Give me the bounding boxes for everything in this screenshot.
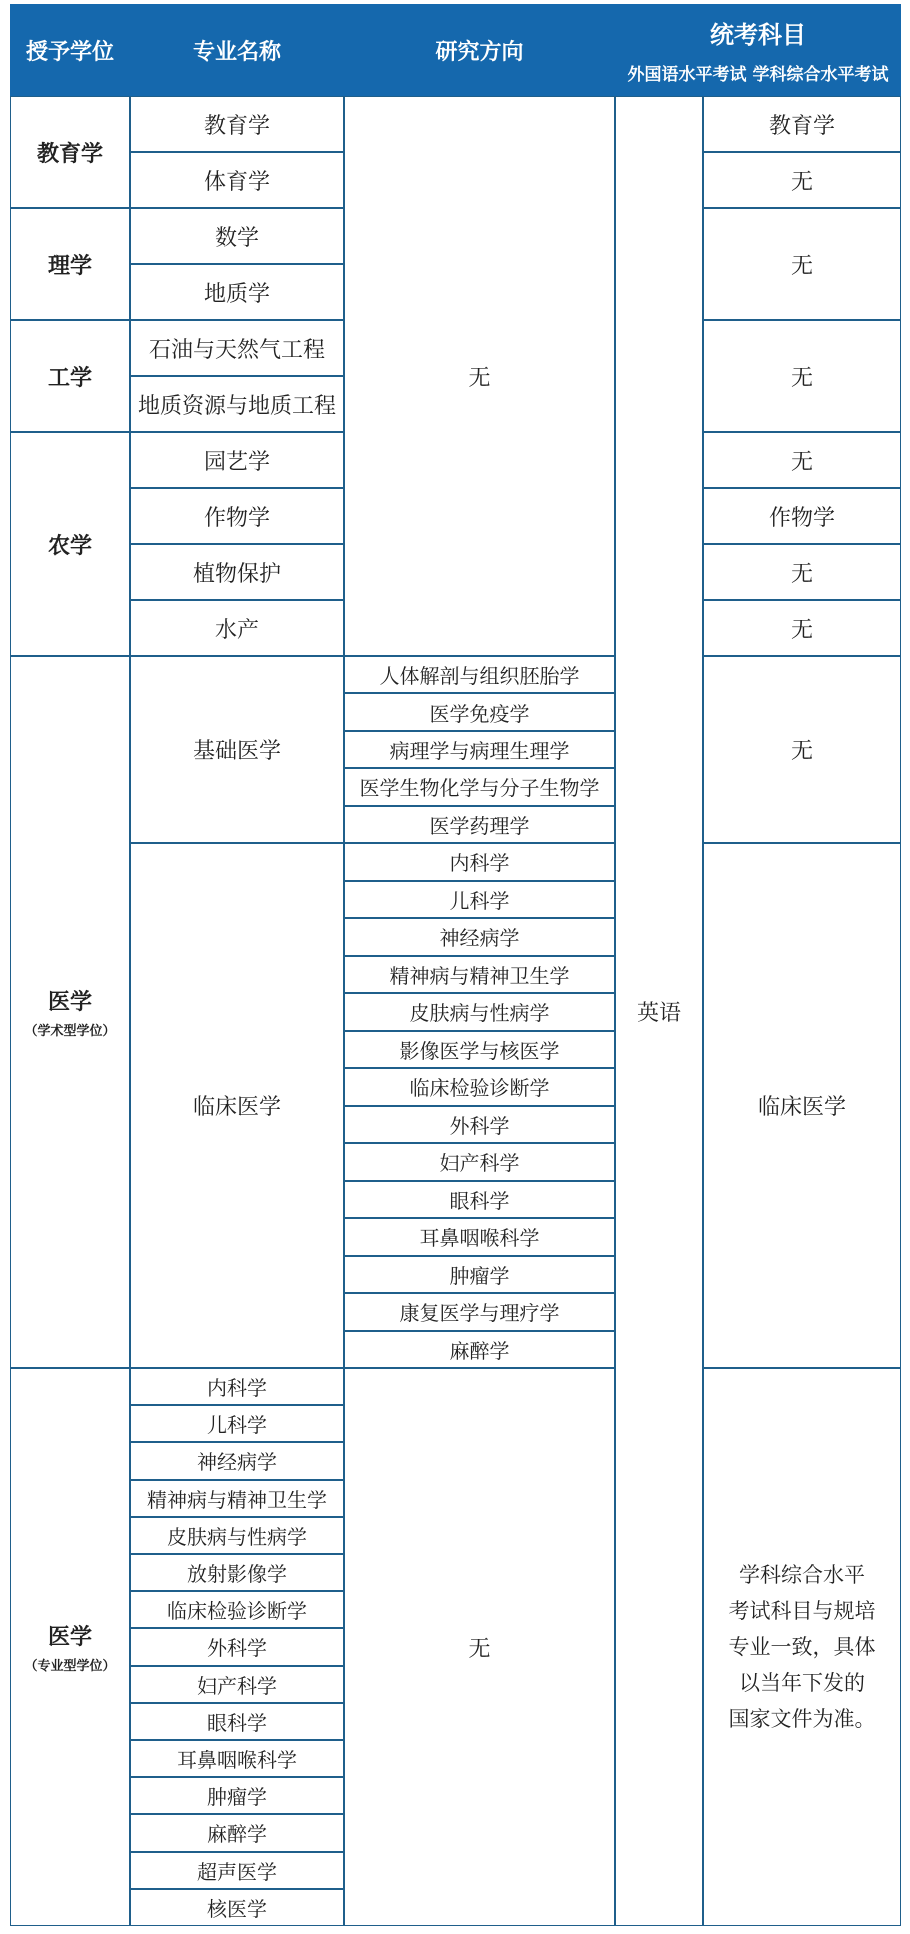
degree-cell-engineering: [10, 320, 130, 432]
degree-name: 工学: [47, 365, 92, 391]
direction-name: 外科学: [449, 1113, 510, 1138]
degree-cell-education: [10, 96, 130, 208]
subject-exam-cell: [703, 208, 901, 320]
direction-cell: [344, 1031, 615, 1069]
major-name: 精神病与精神卫生学: [147, 1487, 327, 1512]
subject-exam-cell: [703, 600, 901, 656]
direction-cell: [344, 1106, 615, 1144]
direction-name: 妇产科学: [439, 1151, 520, 1176]
degree-subtitle: （学术型学位）: [24, 1024, 116, 1039]
major-name: 地质资源与地质工程: [137, 393, 336, 419]
direction-cell: [344, 1331, 615, 1369]
degree-cell-medicine-academic: [10, 656, 130, 1368]
direction-name: 耳鼻咽喉科学: [419, 1226, 540, 1251]
major-name: 眼科学: [207, 1710, 267, 1735]
direction-cell: [344, 806, 615, 843]
direction-cell: [344, 1181, 615, 1219]
direction-name: 神经病学: [439, 926, 520, 951]
direction-name: 医学免疫学: [429, 701, 530, 726]
direction-cell: [344, 731, 615, 768]
major-name: 园艺学: [203, 449, 270, 475]
major-cell: [130, 1852, 344, 1889]
major-cell: [130, 264, 344, 320]
direction-name: 康复医学与理疗学: [399, 1301, 560, 1326]
subject-exam-cell: [703, 656, 901, 843]
subject-exam-value: 作物学: [768, 505, 835, 531]
subject-exam-cell: [703, 152, 901, 208]
major-name: 耳鼻咽喉科学: [177, 1748, 297, 1773]
major-name: 妇产科学: [197, 1673, 277, 1698]
degree-name: 理学: [47, 253, 92, 279]
major-cell: [130, 432, 344, 488]
header-exam-label: 统考科目: [710, 21, 806, 49]
direction-cell: [344, 656, 615, 693]
subject-exam-note-cell: [703, 1368, 901, 1926]
subject-exam-value: 临床医学: [757, 1095, 846, 1120]
direction-cell: [344, 1293, 615, 1331]
direction-cell: [344, 1143, 615, 1181]
major-name: 儿科学: [207, 1413, 267, 1438]
degree-name: 医学: [47, 990, 92, 1015]
major-cell: [130, 152, 344, 208]
subject-exam-value: 无: [790, 449, 813, 475]
direction-cell: [344, 843, 615, 881]
direction-cell-none-bottom: [344, 1368, 615, 1926]
subject-exam-value: 无: [790, 739, 813, 764]
header-degree-label: 授予学位: [25, 39, 114, 65]
direction-name: 人体解剖与组织胚胎学: [379, 664, 580, 689]
major-name: 麻醉学: [207, 1822, 267, 1847]
subject-exam-cell: [703, 843, 901, 1368]
header-major: [130, 4, 344, 96]
major-cell: [130, 1889, 344, 1926]
major-name: 体育学: [203, 169, 270, 195]
header-exam: [615, 4, 901, 96]
major-cell: [130, 320, 344, 376]
direction-name: 医学生物化学与分子生物学: [359, 776, 600, 801]
subject-exam-cell: [703, 544, 901, 600]
direction-name: 皮肤病与性病学: [409, 1001, 550, 1026]
major-name: 作物学: [203, 505, 270, 531]
degree-cell-medicine-professional: [10, 1368, 130, 1926]
degree-name: 教育学: [36, 141, 103, 167]
direction-cell: [344, 881, 615, 919]
subject-exam-value: 无: [790, 169, 813, 195]
major-name: 超声医学: [197, 1859, 277, 1884]
major-name: 水产: [214, 617, 259, 643]
subject-exam-cell: [703, 320, 901, 432]
direction-cell: [344, 1256, 615, 1294]
major-cell: [130, 1480, 344, 1517]
major-cell: [130, 488, 344, 544]
major-name: 植物保护: [192, 561, 281, 587]
header-direction-label: 研究方向: [435, 39, 524, 65]
direction-cell: [344, 956, 615, 994]
direction-value: 无: [468, 365, 491, 391]
direction-name: 病理学与病理生理学: [389, 738, 570, 763]
major-cell: [130, 1517, 344, 1554]
header-degree: [10, 4, 130, 96]
major-name: 教育学: [203, 113, 270, 139]
subject-exam-value: 无: [790, 253, 813, 279]
major-name: 石油与天然气工程: [148, 337, 325, 363]
direction-name: 眼科学: [449, 1188, 510, 1213]
subject-exam-value: 无: [790, 365, 813, 391]
direction-name: 精神病与精神卫生学: [389, 963, 570, 988]
major-cell: [130, 1554, 344, 1591]
major-cell: [130, 1777, 344, 1814]
header-direction: [344, 4, 615, 96]
major-cell: [130, 96, 344, 152]
subject-exam-note: 学科综合水平 考试科目与规培 专业一致，具体 以当年下发的 国家文件为准。: [728, 1563, 876, 1731]
degree-cell-agriculture: [10, 432, 130, 656]
major-name: 临床医学: [192, 1095, 281, 1120]
major-name: 外科学: [207, 1636, 267, 1661]
major-cell: [130, 1703, 344, 1740]
header-major-label: 专业名称: [192, 39, 281, 65]
direction-name: 麻醉学: [449, 1338, 510, 1363]
foreign-language-cell: [615, 96, 703, 1926]
degree-subtitle: （专业型学位）: [24, 1659, 116, 1674]
direction-cell: [344, 993, 615, 1031]
major-name: 基础医学: [192, 739, 281, 764]
major-cell-clinical-medicine: [130, 843, 344, 1368]
direction-cell: [344, 768, 615, 805]
direction-name: 内科学: [449, 851, 510, 876]
major-cell: [130, 600, 344, 656]
direction-cell-none-top: [344, 96, 615, 656]
subject-exam-cell: [703, 432, 901, 488]
major-cell: [130, 376, 344, 432]
header-exam-sub-label: 外国语水平考试 学科综合水平考试: [627, 65, 889, 85]
major-cell: [130, 1368, 344, 1405]
major-cell-basic-medicine: [130, 656, 344, 843]
major-name: 临床检验诊断学: [167, 1599, 307, 1624]
major-cell: [130, 208, 344, 264]
major-cell: [130, 544, 344, 600]
major-name: 地质学: [203, 281, 270, 307]
major-cell: [130, 1628, 344, 1665]
major-name: 数学: [214, 225, 259, 251]
degree-name: 农学: [47, 533, 92, 559]
direction-cell: [344, 918, 615, 956]
degree-cell-science: [10, 208, 130, 320]
major-name: 神经病学: [197, 1450, 277, 1475]
major-name: 放射影像学: [187, 1562, 287, 1587]
subject-exam-cell: [703, 488, 901, 544]
direction-name: 医学药理学: [429, 813, 530, 838]
major-name: 皮肤病与性病学: [167, 1524, 307, 1549]
degree-name: 医学: [47, 1625, 92, 1650]
direction-name: 肿瘤学: [449, 1263, 510, 1288]
direction-cell: [344, 1068, 615, 1106]
direction-name: 影像医学与核医学: [399, 1038, 560, 1063]
direction-name: 临床检验诊断学: [409, 1076, 550, 1101]
major-name: 内科学: [207, 1376, 267, 1401]
foreign-language-value: 英语: [636, 1000, 681, 1026]
direction-cell: [344, 1218, 615, 1256]
major-cell: [130, 1405, 344, 1442]
major-cell: [130, 1740, 344, 1777]
subject-exam-cell: [703, 96, 901, 152]
direction-cell: [344, 693, 615, 730]
major-name: 核医学: [207, 1896, 267, 1921]
major-cell: [130, 1666, 344, 1703]
subject-exam-value: 教育学: [768, 113, 835, 139]
subject-exam-value: 无: [790, 617, 813, 643]
major-cell: [130, 1442, 344, 1479]
direction-name: 儿科学: [449, 888, 510, 913]
major-cell: [130, 1814, 344, 1851]
subject-exam-value: 无: [790, 561, 813, 587]
major-name: 肿瘤学: [207, 1785, 267, 1810]
major-cell: [130, 1591, 344, 1628]
direction-value: 无: [468, 1636, 491, 1662]
